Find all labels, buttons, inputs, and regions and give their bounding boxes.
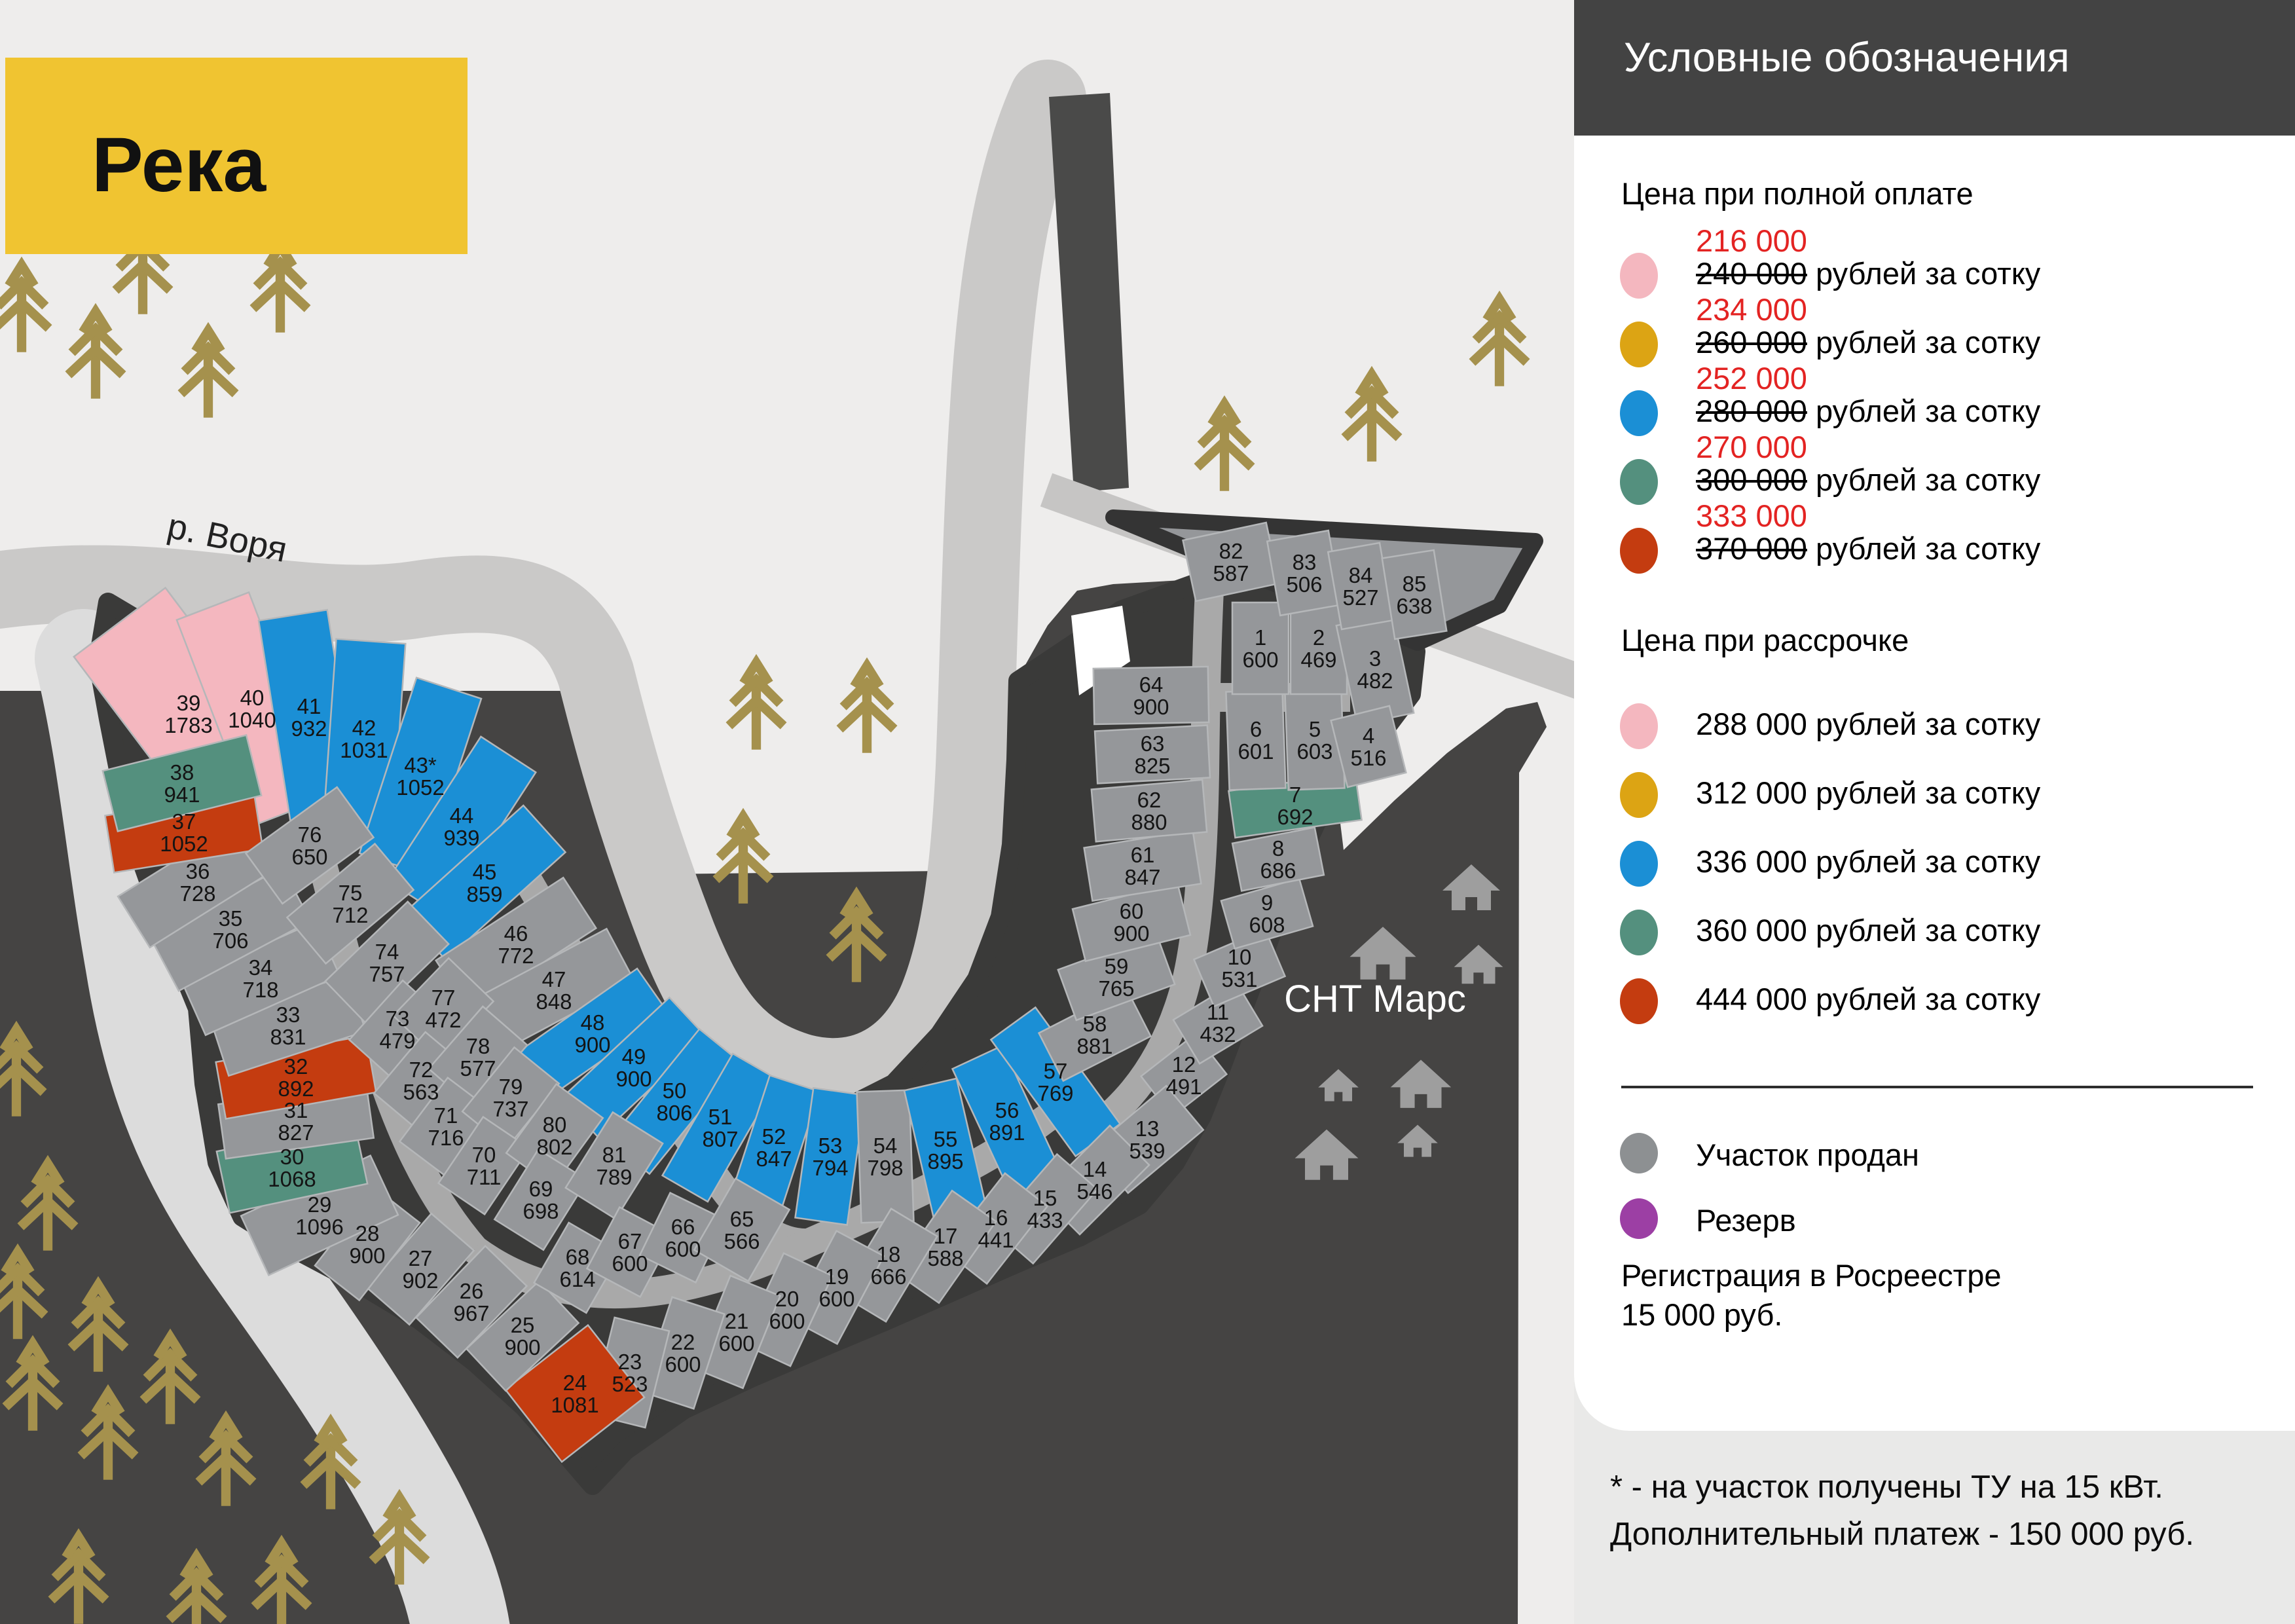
plot-label-50: 50 806 [656, 1079, 693, 1125]
sold-dot-icon [1620, 1133, 1658, 1173]
legend-title: Условные обозначения [1624, 35, 2070, 81]
plot-label-12: 12 491 [1166, 1052, 1202, 1099]
plot-label-57: 57 769 [1037, 1059, 1074, 1105]
legend-row-inst-2: 336 000 рублей за сотку [1612, 840, 2267, 905]
new-price: 216 000 [1696, 223, 1807, 258]
plot-label-19: 19 600 [818, 1264, 855, 1311]
legend-row-inst-1: 312 000 рублей за сотку [1612, 771, 2267, 836]
plot-label-73: 73 479 [379, 1006, 416, 1053]
plot-label-28: 28 900 [349, 1221, 386, 1268]
plot-label-11: 11 432 [1200, 1000, 1236, 1046]
plot-label-30: 30 1068 [268, 1145, 316, 1191]
plot-label-8: 8 686 [1260, 836, 1296, 883]
plot-label-49: 49 900 [615, 1044, 652, 1091]
old-price-line: 370 000 рублей за сотку [1696, 531, 2041, 566]
plot-label-29: 29 1096 [295, 1192, 344, 1239]
plot-label-60: 60 900 [1113, 899, 1150, 946]
plot-label-43: 43* 1052 [396, 753, 445, 800]
plot-label-64: 64 900 [1133, 673, 1169, 719]
plot-label-58: 58 881 [1076, 1012, 1113, 1058]
plot-label-74: 74 757 [369, 940, 405, 986]
red-dot-icon [1620, 528, 1658, 574]
new-price: 333 000 [1696, 498, 1807, 533]
plot-label-2: 2 469 [1300, 625, 1337, 672]
plot-label-78: 78 577 [460, 1034, 496, 1080]
plot-label-48: 48 900 [574, 1010, 611, 1057]
plot-label-54: 54 798 [867, 1134, 904, 1180]
plot-label-41: 41 932 [291, 694, 327, 741]
plot-label-39: 39 1783 [164, 691, 213, 737]
plot-label-66: 66 600 [665, 1215, 701, 1261]
plot-label-6: 6 601 [1238, 717, 1274, 764]
plot-label-76: 76 650 [291, 822, 328, 869]
legend-row-reserve: Резерв [1612, 1197, 2267, 1263]
plot-label-24: 24 1081 [551, 1371, 599, 1417]
plot-label-27: 27 902 [402, 1246, 439, 1293]
plot-label-71: 71 716 [428, 1103, 464, 1150]
teal-dot-icon [1620, 910, 1658, 955]
legend-header [1574, 0, 2295, 136]
plot-label-59: 59 765 [1098, 954, 1135, 1001]
river-title: Река [92, 122, 266, 208]
plot-label-67: 67 600 [612, 1229, 648, 1276]
legend-row-full-1 [1612, 292, 2267, 362]
plot-label-53: 53 794 [812, 1134, 849, 1180]
plot-label-1: 1 600 [1242, 625, 1279, 672]
plot-label-70: 70 711 [466, 1143, 502, 1189]
plot-label-77: 77 472 [425, 986, 462, 1032]
plot-label-72: 72 563 [403, 1058, 439, 1104]
pink-dot-icon [1620, 253, 1658, 299]
settlement-label: СНТ Марс [1284, 978, 1466, 1020]
teal-dot-icon [1620, 459, 1658, 505]
legend-row-full-2 [1612, 361, 2267, 431]
plot-label-10: 10 531 [1221, 945, 1258, 991]
plot-label-14: 14 546 [1076, 1157, 1113, 1204]
plot-label-17: 17 588 [927, 1224, 964, 1270]
plot-label-46: 46 772 [498, 921, 534, 968]
plot-label-63: 63 825 [1134, 731, 1171, 778]
plot-label-5: 5 603 [1296, 717, 1333, 764]
plot-label-16: 16 441 [978, 1206, 1014, 1252]
plot-label-4: 4 516 [1350, 724, 1387, 770]
plot-label-20: 20 600 [769, 1287, 805, 1333]
plot-label-51: 51 807 [702, 1105, 739, 1151]
new-price: 234 000 [1696, 292, 1807, 327]
new-price: 252 000 [1696, 361, 1807, 396]
plot-label-18: 18 666 [870, 1242, 907, 1289]
plot-label-13: 13 539 [1129, 1116, 1166, 1163]
legend-row-full-3 [1612, 430, 2267, 500]
legend-row-sold: Участок продан [1612, 1132, 2267, 1197]
pink-dot-icon [1620, 703, 1658, 749]
legend-row-inst-4: 444 000 рублей за сотку [1612, 977, 2267, 1043]
legend-row-full-0 [1612, 223, 2267, 293]
plot-label-25: 25 900 [504, 1313, 541, 1359]
plot-label-75: 75 712 [332, 881, 369, 927]
plot-label-38: 38 941 [164, 760, 200, 807]
plot-label-85: 85 638 [1396, 572, 1433, 618]
plot-label-55: 55 895 [927, 1127, 964, 1173]
red-dot-icon [1620, 978, 1658, 1024]
legend-row-inst-0: 288 000 рублей за сотку [1612, 702, 2267, 767]
plot-label-22: 22 600 [665, 1330, 701, 1376]
plot-label-42: 42 1031 [340, 716, 388, 762]
plot-label-47: 47 848 [536, 967, 572, 1014]
plot-label-62: 62 880 [1131, 788, 1167, 834]
plot-label-45: 45 859 [466, 860, 503, 906]
plot-label-80: 80 802 [536, 1113, 573, 1159]
plot-label-23: 23 523 [612, 1350, 648, 1396]
plot-label-3: 3 482 [1357, 646, 1393, 693]
plot-label-32: 32 892 [278, 1054, 314, 1101]
plot-label-37: 37 1052 [160, 809, 208, 856]
legend-divider [1621, 1086, 2253, 1088]
plot-label-34: 34 718 [242, 955, 279, 1002]
plot-label-52: 52 847 [756, 1124, 792, 1171]
plot-label-83: 83 506 [1286, 550, 1323, 597]
plot-label-61: 61 847 [1124, 843, 1161, 889]
installment-heading: Цена при рассрочке [1621, 623, 1909, 657]
gold-dot-icon [1620, 772, 1658, 818]
full-payment-heading: Цена при полной оплате [1621, 176, 1974, 211]
plot-label-65: 65 566 [724, 1207, 760, 1253]
plot-label-81: 81 789 [596, 1143, 633, 1189]
plot-label-84: 84 527 [1342, 563, 1379, 610]
legend-panel [1574, 0, 2295, 1624]
old-price-line: 300 000 рублей за сотку [1696, 462, 2041, 497]
blue-dot-icon [1620, 390, 1658, 436]
old-price-line: 260 000 рублей за сотку [1696, 325, 2041, 360]
plot-label-15: 15 433 [1027, 1186, 1063, 1232]
old-price-line: 280 000 рублей за сотку [1696, 394, 2041, 428]
plot-label-35: 35 706 [212, 906, 249, 953]
plot-label-69: 69 698 [523, 1177, 559, 1223]
plot-label-79: 79 737 [492, 1075, 529, 1121]
plot-label-68: 68 614 [559, 1245, 596, 1291]
old-price-line: 240 000 рублей за сотку [1696, 256, 2041, 291]
plot-label-40: 40 1040 [228, 686, 276, 732]
reserve-dot-icon [1620, 1198, 1658, 1239]
plot-label-9: 9 608 [1249, 891, 1285, 937]
footnote: * - на участок получены ТУ на 15 кВт. Дополнительный платеж - 150 000 руб. [1610, 1469, 2195, 1552]
legend-row-full-4 [1612, 498, 2267, 568]
blue-dot-icon [1620, 841, 1658, 887]
legend-row-inst-3: 360 000 рублей за сотку [1612, 908, 2267, 974]
plot-label-31: 31 827 [278, 1098, 314, 1145]
new-price: 270 000 [1696, 430, 1807, 464]
plot-label-33: 33 831 [270, 1003, 306, 1049]
gold-dot-icon [1620, 322, 1658, 367]
river-name-label: р. Воря [164, 506, 291, 570]
plot-label-82: 82 587 [1213, 539, 1249, 585]
plot-label-26: 26 967 [453, 1279, 490, 1325]
plot-label-56: 56 891 [989, 1098, 1025, 1145]
plot-label-21: 21 600 [718, 1309, 755, 1356]
plot-label-7: 7 692 [1277, 783, 1313, 829]
registration-note: Регистрация в Росреестре 15 000 руб. [1621, 1258, 2002, 1332]
plot-label-44: 44 939 [443, 803, 480, 850]
plot-label-36: 36 728 [179, 859, 216, 906]
